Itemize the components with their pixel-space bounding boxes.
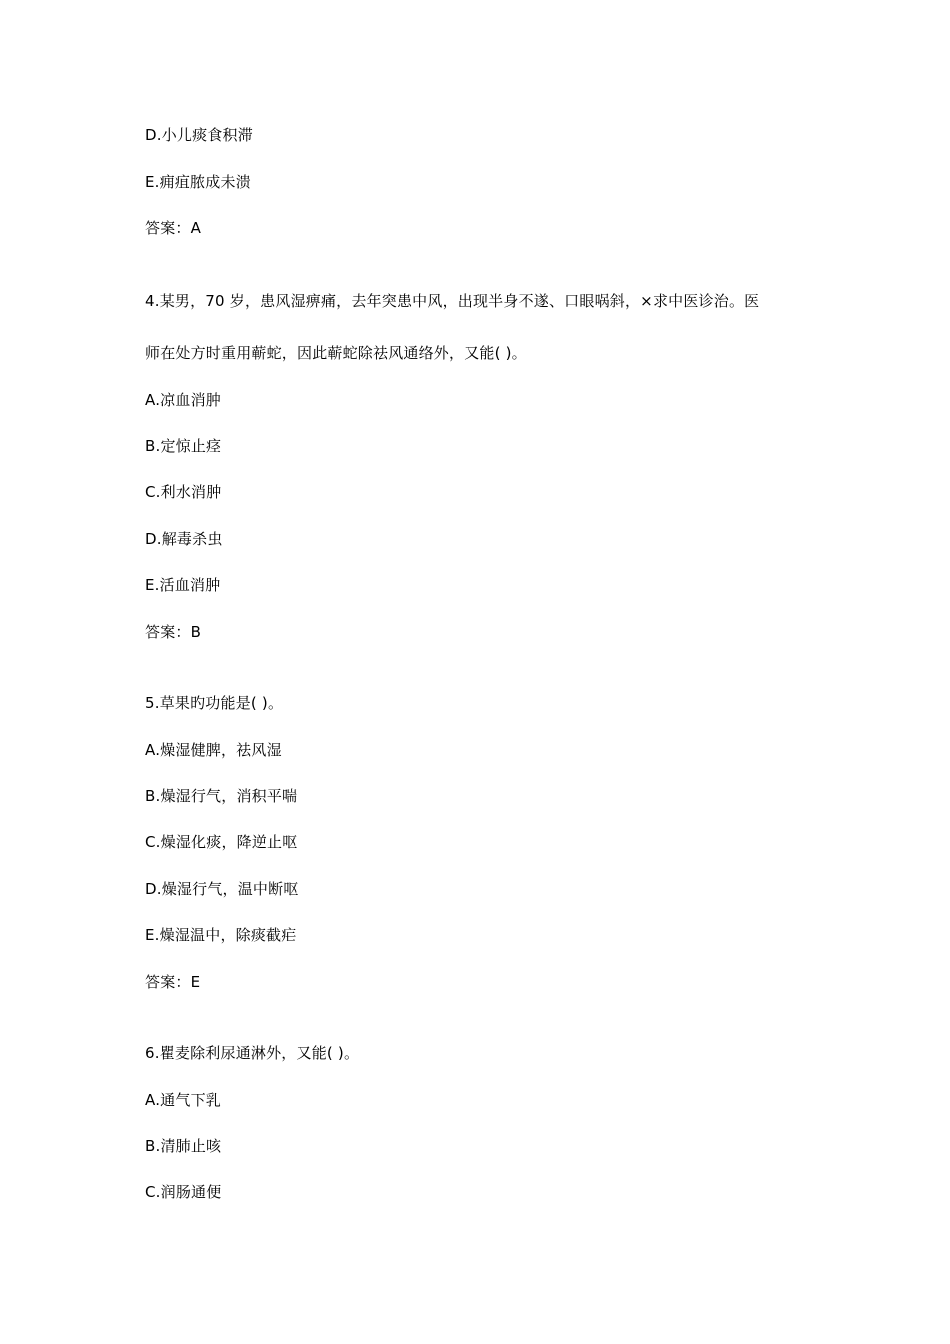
q6-option-c: C.润肠通便 bbox=[145, 1183, 222, 1201]
q4-answer: 答案：B bbox=[145, 623, 202, 641]
q4-option-c: C.利水消肿 bbox=[145, 483, 222, 501]
q3-option-d: D.小儿痰食积滞 bbox=[145, 126, 253, 144]
q5-option-e: E.燥湿温中，除痰截疟 bbox=[145, 926, 297, 944]
q5-answer: 答案：E bbox=[145, 973, 201, 991]
q6-option-b: B.清肺止咳 bbox=[145, 1137, 222, 1155]
q4-option-e: E.活血消肿 bbox=[145, 576, 221, 594]
q4-stem-line2: 师在处方时重用蕲蛇，因此蕲蛇除祛风通络外，又能( )。 bbox=[145, 344, 527, 362]
q6-stem: 6.瞿麦除利尿通淋外，又能( )。 bbox=[145, 1044, 360, 1062]
q5-option-b: B.燥湿行气，消积平喘 bbox=[145, 787, 298, 805]
q6-option-a: A.通气下乳 bbox=[145, 1091, 221, 1109]
q4-option-b: B.定惊止痉 bbox=[145, 437, 222, 455]
q5-stem: 5.草果旳功能是( )。 bbox=[145, 694, 284, 712]
q5-option-a: A.燥湿健脾，祛风湿 bbox=[145, 741, 282, 759]
q5-option-c: C.燥湿化痰，降逆止呕 bbox=[145, 833, 298, 851]
q3-answer: 答案：A bbox=[145, 219, 202, 237]
q5-option-d: D.燥湿行气，温中断呕 bbox=[145, 880, 299, 898]
q4-stem-line1: 4.某男，70 岁，患风湿痹痛，去年突患中风，出现半身不遂、口眼㖞斜，×求中医诊治。医 bbox=[145, 292, 760, 310]
q3-option-e: E.痈疽脓成未溃 bbox=[145, 173, 251, 191]
q4-option-d: D.解毒杀虫 bbox=[145, 530, 223, 548]
q4-option-a: A.凉血消肿 bbox=[145, 391, 221, 409]
